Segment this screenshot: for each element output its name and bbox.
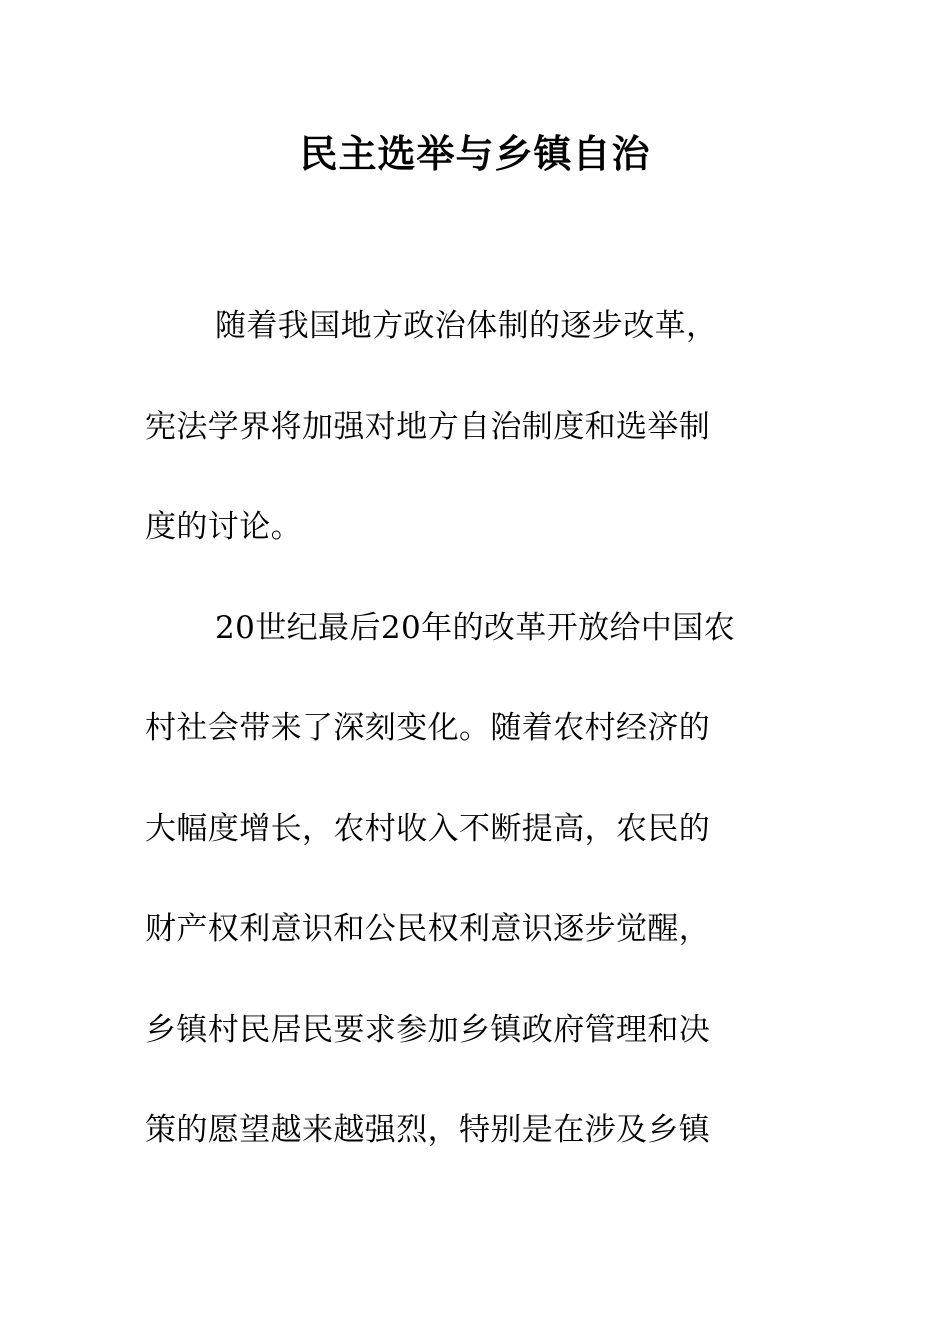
paragraph-2 bbox=[145, 600, 805, 1203]
text-line: 策的愿望越来越强烈，特别是在涉及乡镇 bbox=[145, 1112, 711, 1148]
text-line: 村社会带来了深刻变化。随着农村经济的 bbox=[145, 710, 711, 746]
text-line: 20世纪最后20年的改革开放给中国农 bbox=[215, 609, 736, 646]
paragraph-1 bbox=[145, 298, 805, 600]
text-line: 宪法学界将加强对地方自治制度和选举制 bbox=[145, 408, 711, 445]
text-line: 度的讨论。 bbox=[145, 509, 302, 545]
document-body bbox=[145, 298, 805, 1203]
text-line: 财产权利意识和公民权利意识逐步觉醒， bbox=[145, 911, 711, 947]
text-line: 随着我国地方政治体制的逐步改革， bbox=[215, 308, 718, 344]
text-line: 大幅度增长，农村收入不断提高，农民的 bbox=[145, 810, 711, 847]
text-line: 乡镇村民居民要求参加乡镇政府管理和决 bbox=[145, 1011, 711, 1048]
document-title: 民主选举与乡镇自治 bbox=[299, 131, 651, 176]
